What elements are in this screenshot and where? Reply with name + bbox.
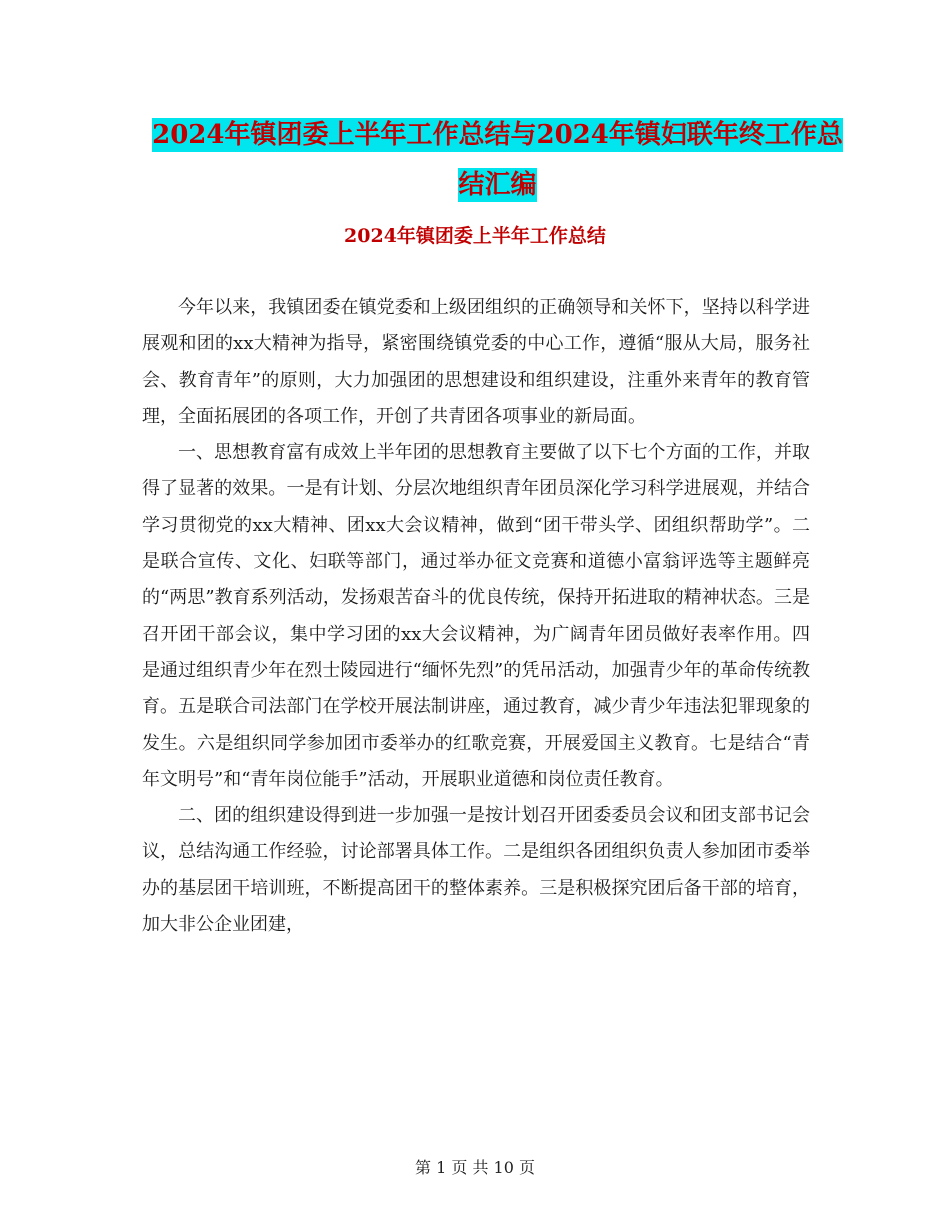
paragraph: 今年以来，我镇团委在镇党委和上级团组织的正确领导和关怀下，坚持以科学进展观和团的xx大精神为指导，紧密围绕镇党委的中心工作，遵循“服从大局，服务社会、教育青年”的原则，大力加强团的思想建设和组织建设，注重外来青年的教育管理，全面拓展团的各项工作，开创了共青团各项事业的新局面。: [142, 297, 810, 427]
paragraph: 二、团的组织建设得到进一步加强一是按计划召开团委委员会议和团支部书记会议，总结沟通工作经验，讨论部署具体工作。二是组织各团组织负责人参加团市委举办的基层团干培训班，不断提高团干的整体素养。三是积极探究团后备干部的培育，加大非公企业团建，: [142, 805, 810, 936]
page-footer: 第 1 页 共 10 页: [415, 1158, 535, 1177]
document-body: [142, 290, 810, 943]
section-title: 2024年镇团委上半年工作总结: [344, 225, 606, 247]
paragraph: 一、思想教育富有成效上半年团的思想教育主要做了以下七个方面的工作，并取得了显著的效果。一是有计划、分层次地组织青年团员深化学习科学进展观，并结合学习贯彻党的xx大精神、团xx大会议精神，做到“团干带头学、团组织帮助学”。二是联合宣传、文化、妇联等部门，通过举办征文竞赛和道德小富翁评选等主题鲜亮的“两思”教育系列活动，发扬艰苦奋斗的优良传统，保持开拓进取的精神状态。三是召开团干部会议，集中学习团的xx大会议精神，为广阔青年团员做好表率作用。四是通过组织青少年在烈士陵园进行“缅怀先烈”的凭吊活动，加强青少年的革命传统教育。五是联合司法部门在学校开展法制讲座，通过教育，减少青少年违法犯罪现象的发生。六是组织同学参加团市委举办的红歌竞赛，开展爱国主义教育。七是结合“青年文明号”和“青年岗位能手”活动，开展职业道德和岗位责任教育。: [142, 442, 810, 790]
document-title: [140, 110, 855, 210]
document-title-text: 2024年镇团委上半年工作总结与2024年镇妇联年终工作总结汇编: [152, 120, 843, 200]
